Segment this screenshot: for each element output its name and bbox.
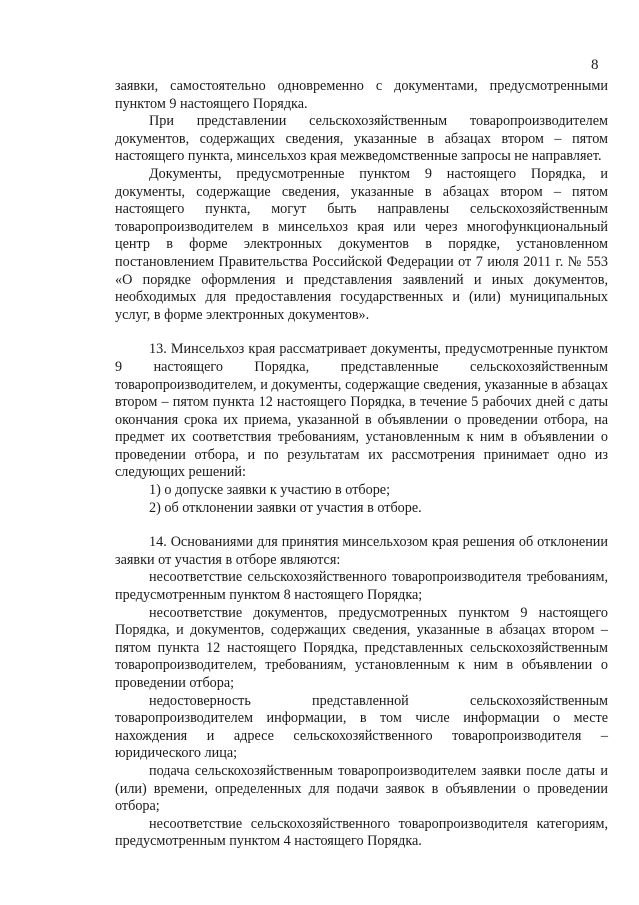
paragraph: несоответствие сельскохозяйственного товаропроизводителя категориям, предусмотренным пунктом 4 настоящего Порядка.	[115, 815, 608, 850]
paragraph: При представлении сельскохозяйственным товаропроизводителем документов, содержащих сведения, указанные в абзацах втором – пятом настоящего пункта, минсельхоз края межведомственные запросы не направляет.	[115, 113, 608, 165]
paragraph: подача сельскохозяйственным товаропроизводителем заявки после даты и (или) времени, определенных для подачи заявок в объявлении о проведении отбора;	[115, 762, 608, 815]
paragraph: недостоверность представленной сельскохозяйственным товаропроизводителем информации, в том числе информации о месте нахождения и адресе сельскохозяйственного товаропроизводителя – юридического лица;	[115, 692, 608, 762]
paragraph: Документы, предусмотренные пунктом 9 настоящего Порядка, и документы, содержащие сведения, указанные в абзацах втором – пятом настоящего пункта, могут быть направлены сельскохозяйственным товаропроизводителем в минсельхоз края или через многофункциональный центр в форме электронных документов в порядке, установленном постановлением Правительства Российской Федерации от 7 июля 2011 г. № 553 «О порядке оформления и представления заявлений и иных документов, необходимых для предоставления государственных и (или) муниципальных услуг, в форме электронных документов».	[115, 165, 608, 323]
paragraph: несоответствие документов, предусмотренных пунктом 9 настоящего Порядка, и документов, содержащих сведения, указанные в абзацах втором – пятом пункта 12 настоящего Порядка, представленных сельскохозяйственным товаропроизводителем, требованиям, установленным к ним в объявлении о проведении отбора;	[115, 604, 608, 691]
paragraph: 13. Минсельхоз края рассматривает документы, предусмотренные пунктом 9 настоящего Порядка, представленные сельскохозяйственным товаропроизводителем, и документы, содержащие сведения, указанные в абзацах втором – пятом пункта 12 настоящего Порядка, в течение 5 рабочих дней с даты окончания срока их приема, указанной в объявлении о проведении отбора, на предмет их соответствия требованиям, установленным к ним в объявлении о проведении отбора, и по результатам их рассмотрения принимает одно из следующих решений:	[115, 341, 608, 481]
document-body	[115, 78, 608, 851]
paragraph: 14. Основаниями для принятия минсельхозом края решения об отклонении заявки от участия в отборе являются:	[115, 534, 608, 568]
list-item: 2) об отклонении заявки от участия в отборе.	[149, 499, 422, 516]
paragraph: заявки, самостоятельно одновременно с документами, предусмотренными пунктом 9 настоящего Порядка.	[115, 78, 608, 112]
paragraph: несоответствие сельскохозяйственного товаропроизводителя требованиям, предусмотренным пунктом 8 настоящего Порядка;	[115, 569, 608, 604]
list-item: 1) о допуске заявки к участию в отборе;	[149, 482, 391, 499]
page-number: 8	[591, 57, 599, 73]
